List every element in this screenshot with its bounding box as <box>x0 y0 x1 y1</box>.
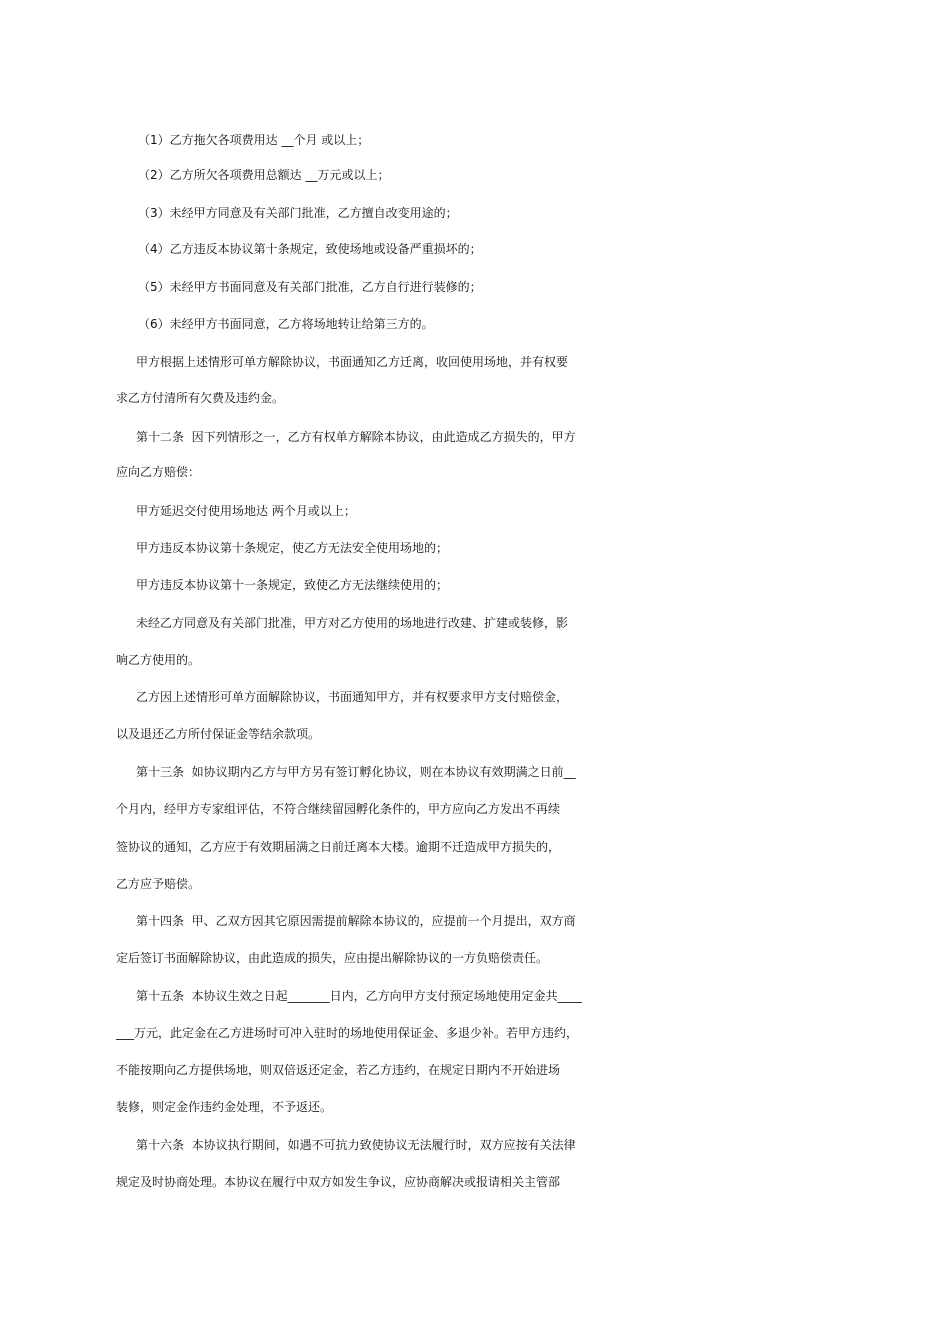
list-item: （4）乙方违反本协议第十条规定，致使场地或设备严重损坏的； <box>138 242 482 256</box>
paragraph-line: 乙方因上述情形可单方面解除协议，书面通知甲方，并有权要求甲方支付赔偿金， <box>136 690 569 704</box>
article-16-line: 规定及时协商处理。本协议在履行中双方如发生争议，应协商解决或报请相关主管部 <box>116 1175 561 1189</box>
article-14-line: 定后签订书面解除协议，由此造成的损失，应由提出解除协议的一方负赔偿责任。 <box>116 951 549 965</box>
paragraph-line: 甲方根据上述情形可单方解除协议，书面通知乙方迁离，收回使用场地，并有权要 <box>136 355 569 369</box>
list-item: （2）乙方所欠各项费用总额达 __万元或以上； <box>138 168 390 182</box>
paragraph-line: 未经乙方同意及有关部门批准，甲方对乙方使用的场地进行改建、扩建或装修，影 <box>136 616 569 630</box>
paragraph-line: 甲方违反本协议第十一条规定，致使乙方无法继续使用的； <box>136 578 449 592</box>
paragraph-line: 响乙方使用的。 <box>116 653 201 667</box>
article-15-line: ___万元，此定金在乙方进场时可冲入驻时的场地使用保证金、多退少补。若甲方违约， <box>116 1026 579 1040</box>
article-13-line: 签协议的通知，乙方应于有效期届满之日前迁离本大楼。逾期不迁造成甲方损失的， <box>116 840 561 854</box>
list-item: （6）未经甲方书面同意，乙方将场地转让给第三方的。 <box>138 317 434 331</box>
list-item: （5）未经甲方书面同意及有关部门批准，乙方自行进行装修的； <box>138 280 482 294</box>
article-12-line: 应向乙方赔偿： <box>116 465 201 479</box>
paragraph-line: 甲方违反本协议第十条规定，使乙方无法安全使用场地的； <box>136 541 449 555</box>
article-15-line: 第十五条 本协议生效之日起_______日内，乙方向甲方支付预定场地使用定金共____ <box>136 989 582 1003</box>
article-15-line: 不能按期向乙方提供场地，则双倍返还定金，若乙方违约，在规定日期内不开始进场 <box>116 1063 561 1077</box>
article-13-line: 个月内，经甲方专家组评估，不符合继续留园孵化条件的，甲方应向乙方发出不再续 <box>116 802 561 816</box>
list-item: （3）未经甲方同意及有关部门批准，乙方擅自改变用途的； <box>138 206 458 220</box>
article-16-line: 第十六条 本协议执行期间，如遇不可抗力致使协议无法履行时，双方应按有关法律 <box>136 1138 576 1152</box>
article-12-line: 第十二条 因下列情形之一，乙方有权单方解除本协议，由此造成乙方损失的，甲方 <box>136 430 576 444</box>
article-14-line: 第十四条 甲、乙双方因其它原因需提前解除本协议的，应提前一个月提出，双方商 <box>136 914 576 928</box>
paragraph-line: 以及退还乙方所付保证金等结余款项。 <box>116 727 321 741</box>
paragraph-line: 求乙方付清所有欠费及违约金。 <box>116 391 285 405</box>
article-13-line: 乙方应予赔偿。 <box>116 877 201 891</box>
article-13-line: 第十三条 如协议期内乙方与甲方另有签订孵化协议，则在本协议有效期满之日前__ <box>136 765 576 779</box>
paragraph-line: 甲方延迟交付使用场地达 两个月或以上； <box>136 504 356 518</box>
list-item: （1）乙方拖欠各项费用达 __个月 或以上； <box>138 133 370 147</box>
article-15-line: 装修，则定金作违约金处理，不予返还。 <box>116 1100 333 1114</box>
